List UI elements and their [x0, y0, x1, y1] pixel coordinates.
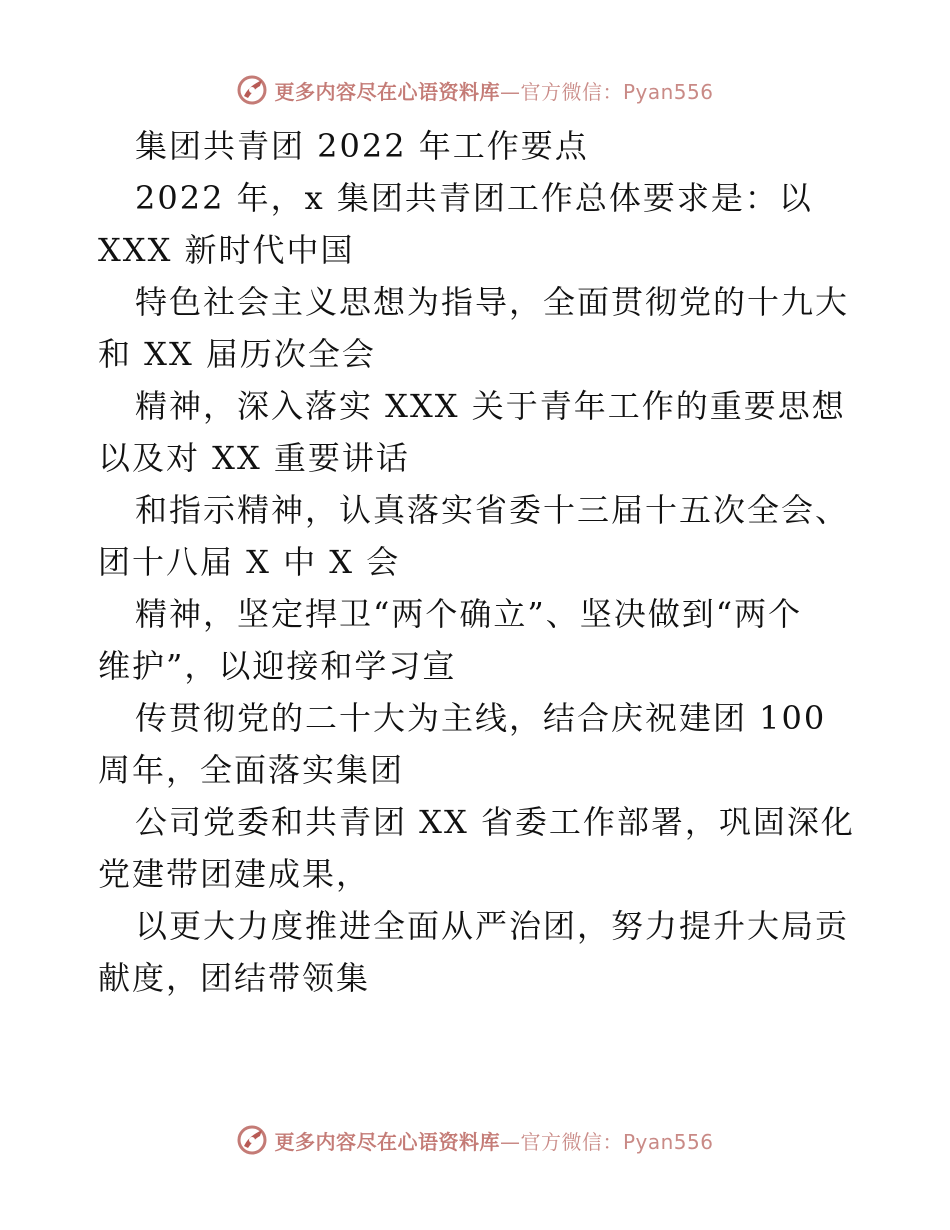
- watermark-header: [0, 70, 950, 110]
- document-line: 2022 年，x 集团共青团工作总体要求是：以: [135, 179, 813, 217]
- watermark-text-cn: 更多内容尽在心语资料库: [274, 1129, 500, 1154]
- document-line: 周年，全面落实集团: [98, 751, 405, 789]
- document-line: 维护”，以迎接和学习宣: [98, 647, 457, 685]
- document-line: 以更大力度推进全面从严治团，努力提升大局贡: [135, 907, 850, 945]
- document-line: 团十八届 X 中 X 会: [98, 543, 401, 581]
- document-line: 公司党委和共青团 XX 省委工作部署，巩固深化: [135, 803, 855, 841]
- document-line: 以及对 XX 重要讲话: [98, 439, 410, 477]
- watermark-text-rest: —官方微信：Pyan556: [499, 79, 714, 104]
- document-line: 集团共青团 2022 年工作要点: [135, 127, 589, 165]
- document-line: 献度，团结带领集: [98, 959, 371, 997]
- document-body: [98, 120, 858, 1004]
- watermark-logo-icon: [236, 1124, 268, 1156]
- document-line: 党建带团建成果，: [98, 855, 371, 893]
- watermark-footer: [0, 1120, 950, 1160]
- document-line: 和 XX 届历次全会: [98, 335, 376, 373]
- watermark-logo-icon: [236, 74, 268, 106]
- document-line: 精神，坚定捍卫“两个确立”、坚决做到“两个: [135, 595, 803, 633]
- document-line: 精神，深入落实 XXX 关于青年工作的重要思想: [135, 387, 846, 425]
- watermark-text-cn: 更多内容尽在心语资料库: [274, 79, 500, 104]
- document-line: XXX 新时代中国: [98, 231, 355, 269]
- document-line: 传贯彻党的二十大为主线，结合庆祝建团 100: [135, 699, 827, 737]
- watermark-text: [274, 76, 713, 105]
- document-line: 特色社会主义思想为指导，全面贯彻党的十九大: [135, 283, 850, 321]
- watermark-text-rest: —官方微信：Pyan556: [499, 1129, 714, 1154]
- document-line: 和指示精神，认真落实省委十三届十五次全会、: [135, 491, 850, 529]
- watermark-text: [274, 1126, 713, 1155]
